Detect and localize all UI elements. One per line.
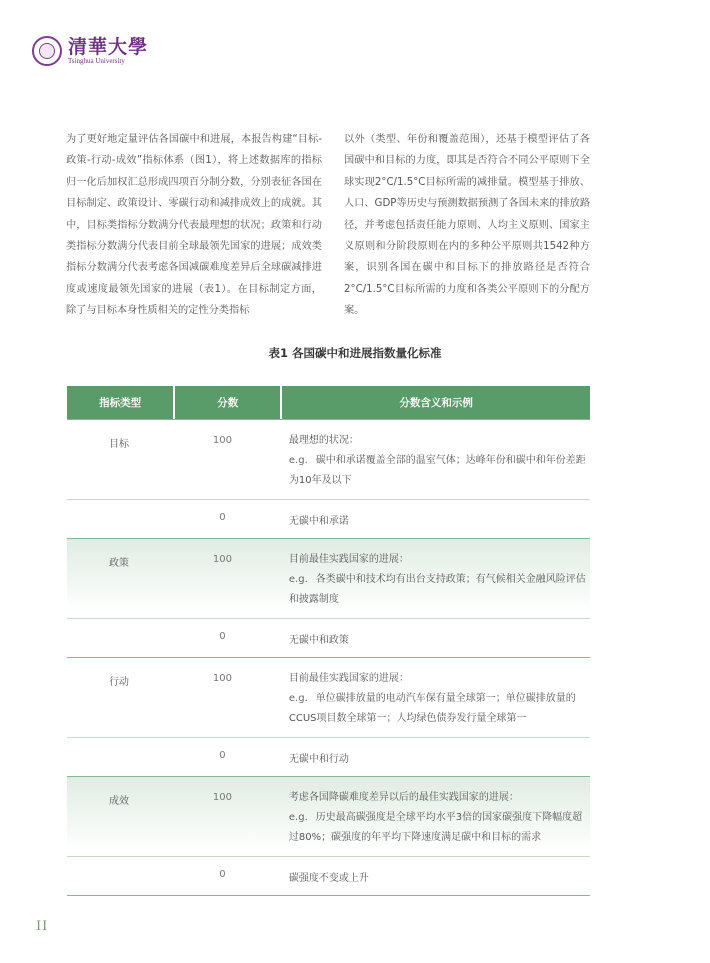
score-cell: 100 [212, 435, 232, 446]
empty-type-cell [67, 500, 171, 538]
header-score: 分数 [173, 386, 280, 419]
description-cell: 无碳中和行动 [288, 754, 349, 765]
score-cell: 0 [219, 512, 226, 523]
description-cell [274, 539, 590, 618]
tsinghua-logo [32, 36, 148, 66]
table-row [67, 658, 590, 737]
table-row [67, 618, 590, 657]
description-heading: 考虑各国降碳难度差异以后的最佳实践国家的进展： [288, 792, 519, 803]
indicator-type-cell: 政策 [108, 558, 129, 569]
table-row [67, 420, 590, 499]
logo-chinese-name: 清華大學 [68, 36, 149, 58]
empty-type-cell [67, 738, 171, 776]
table-row [67, 499, 590, 538]
empty-type-cell [67, 619, 171, 657]
score-cell: 100 [212, 792, 232, 803]
score-cell: 100 [212, 673, 232, 684]
header-meaning: 分数含义和示例 [280, 386, 590, 419]
body-text-left-column: 为了更好地定量评估各国碳中和进展，本报告构建“目标-政策-行动-成效”指标体系（图1），将上述数据库的指标归一化后加权汇总形成四项百分制分数，分别表征各国在目标制定、政策设计、零碳行动和减排成效上的成就。其中，目标类指标分数满分代表最理想的状况；政策和行动类指标分数满分代表目前全球最领先国家的进展；成效类指标分数满分代表考虑各国减碳难度差异后全球碳减排进度或速度最领先国家的进展（表1）。在目标制定方面，除了与目标本身性质相关的定性分类指标 [66, 134, 322, 317]
table-group-policy [67, 538, 590, 657]
body-text-right-column: 以外（类型、年份和覆盖范围），还基于模型评估了各国碳中和目标的力度，即其是否符合不同公平原则下全球实现2°C/1.5°C目标所需的减排量。模型基于排放、人口、GDP等历史与预测数据预测了各国未来的排放路径，并考虑包括责任能力原则、人均主义原则、国家主义原则和分阶段原则在内的多种公平原则共1542种方案，识别各国在碳中和目标下的排放路径是否符合2°C/1.5°C目标所需的力度和各类公平原则下的分配方案。 [344, 134, 591, 317]
indicator-type-cell: 目标 [108, 439, 129, 450]
description-cell: 碳强度不变或上升 [288, 873, 369, 884]
table-row [67, 539, 590, 618]
header-indicator-type: 指标类型 [99, 397, 142, 409]
description-cell: 无碳中和政策 [288, 635, 349, 646]
table-group-target [67, 419, 590, 538]
table-title: 表1 各国碳中和进展指数量化标准 [268, 346, 442, 360]
score-cell: 100 [212, 554, 232, 565]
table-row [67, 737, 590, 776]
description-heading: 目前最佳实践国家的进展： [288, 673, 409, 684]
description-heading: 最理想的状况： [288, 435, 359, 446]
description-cell [274, 777, 590, 856]
eg-label: e.g. [288, 693, 308, 704]
description-example [289, 570, 590, 610]
score-cell: 0 [219, 750, 226, 761]
example-text: 历史最高碳强度是全球平均水平3倍的国家碳强度下降幅度超过80%；碳强度的年平均下降速度满足碳中和目标的需求 [288, 812, 583, 843]
table-group-outcome [67, 776, 590, 896]
table-row [67, 777, 590, 856]
indicator-type-cell: 成效 [108, 796, 129, 807]
example-text: 单位碳排放量的电动汽车保有量全球第一；单位碳排放量的CCUS项目数全球第一；人均绿色债券发行量全球第一 [288, 693, 576, 724]
table-row [67, 856, 590, 895]
description-cell [274, 658, 590, 737]
eg-label: e.g. [288, 455, 308, 466]
eg-label: e.g. [288, 812, 308, 823]
description-heading: 目前最佳实践国家的进展： [288, 554, 409, 565]
description-cell: 无碳中和承诺 [288, 516, 349, 527]
tsinghua-seal-icon [32, 36, 62, 66]
example-text: 各类碳中和技术均有出台支持政策；有气候相关金融风险评估和披露制度 [288, 574, 586, 605]
table-header-row [67, 386, 590, 419]
description-example [289, 689, 590, 729]
table-group-action [67, 657, 590, 776]
criteria-table [67, 386, 590, 896]
indicator-type-cell: 行动 [108, 677, 129, 688]
description-example [289, 451, 590, 491]
page-number: II [36, 919, 49, 934]
score-cell: 0 [219, 869, 226, 880]
logo-english-name: Tsinghua University [68, 57, 125, 65]
empty-type-cell [67, 857, 171, 895]
description-example [289, 808, 590, 848]
score-cell: 0 [219, 631, 226, 642]
example-text: 碳中和承诺覆盖全部的温室气体；达峰年份和碳中和年份差距为10年及以下 [288, 455, 586, 486]
description-cell [274, 420, 590, 499]
eg-label: e.g. [288, 574, 308, 585]
